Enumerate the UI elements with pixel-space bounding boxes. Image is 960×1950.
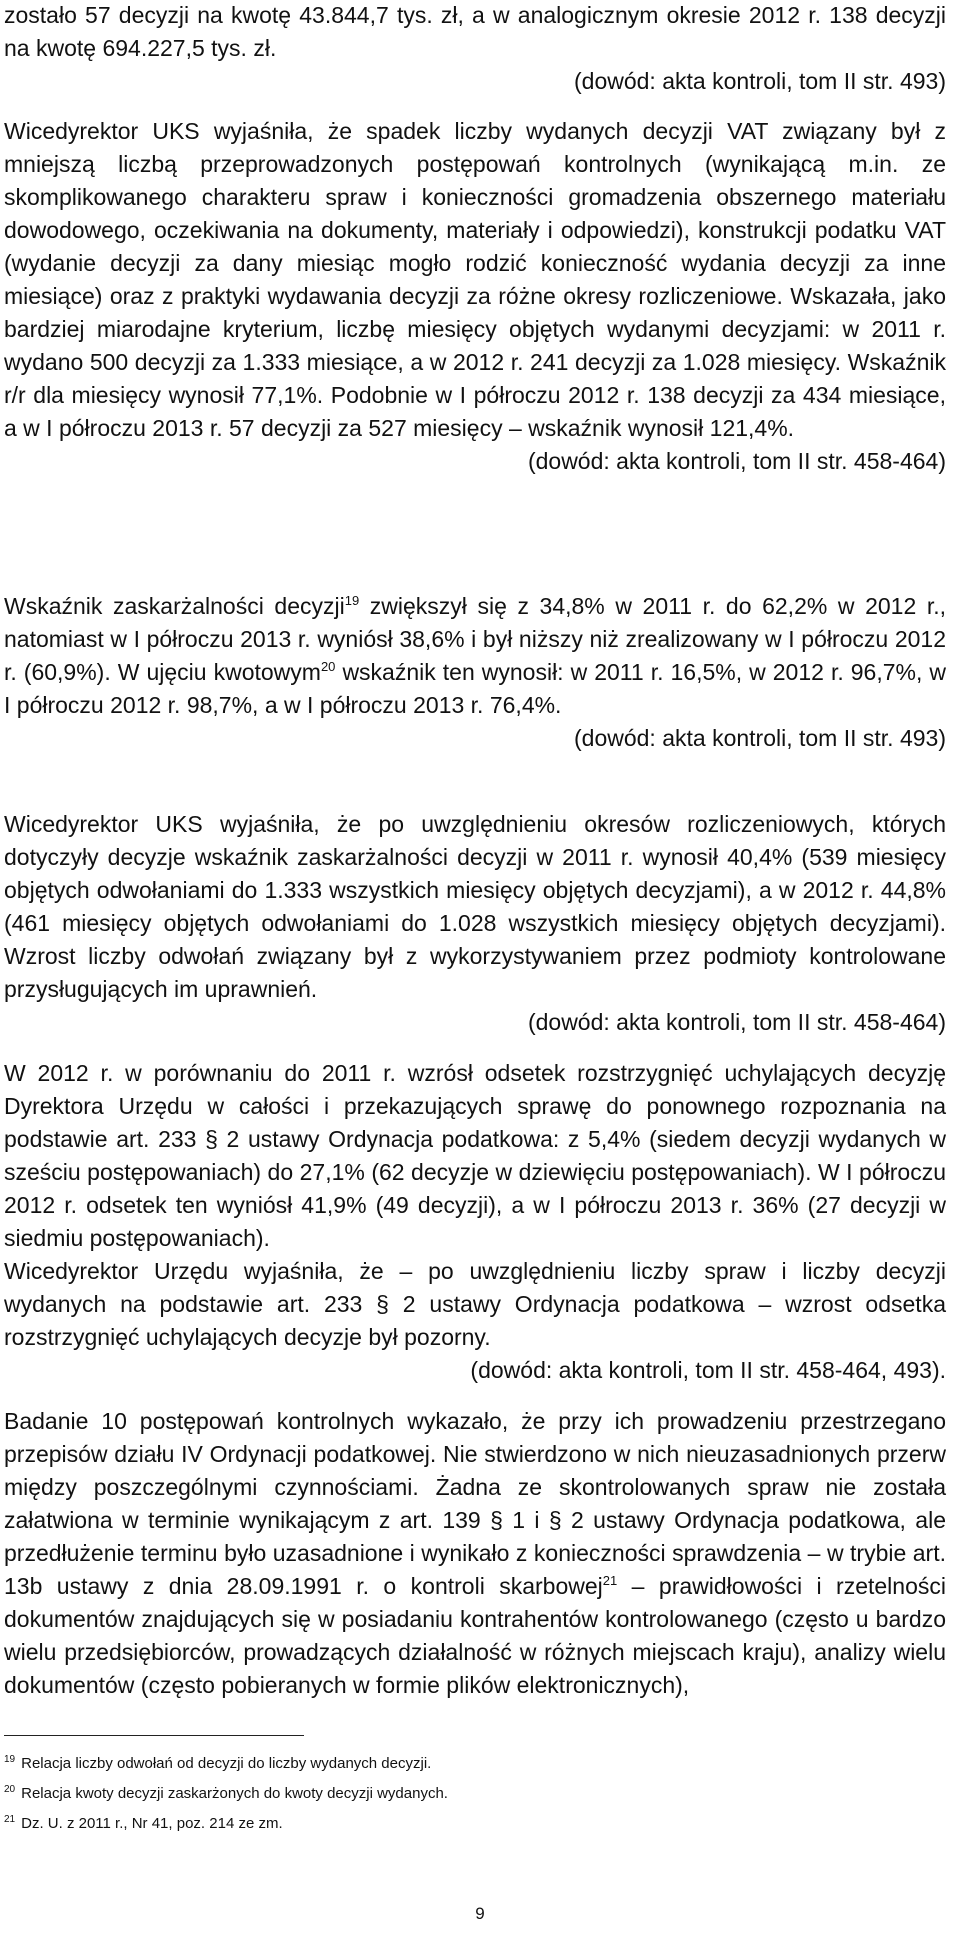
paragraph: Badanie 10 postępowań kontrolnych wykazało, że przy ich prowadzeniu przestrzegano przepisów działu IV Ordynacji podatkowej. Nie stwierdzono w nich nieuzasadnionych przerw między poszczególnymi czynnościami. Żadna ze skontrolowanych spraw nie została załatwiona w terminie wynikającym z art. 139 § 1 i § 2 ustawy Ordynacja podatkowa, ale przedłużenie terminu było uzasadnione i wynikało z konieczności sprawdzenia – w trybie art. 13b ustawy z dnia 28.09.1991 r. o kontroli skarbowej$^{21}$ – prawidłowości i rzetelności dokumentów znajdujących się w posiadaniu kontrahentów kontrolowanego (często u bardzo wielu przedsiębiorców, prowadzących działalność w różnych miejscach kraju), analizy wielu dokumentów (często pobieranych w formie plików elektronicznych), <box>4 1408 946 1698</box>
text-block-6 <box>4 1405 946 1702</box>
footnote-text: Dz. U. z 2011 r., Nr 41, poz. 214 ze zm. <box>21 1815 283 1832</box>
paragraph: Wicedyrektor Urzędu wyjaśniła, że – po uwzględnieniu liczby spraw i liczby decyzji wydanych na podstawie art. 233 § 2 ustawy Ordynacja podatkowa – wzrost odsetka rozstrzygnięć uchylających decyzje był pozorny. <box>4 1258 946 1350</box>
footnote-separator <box>4 1735 304 1736</box>
footnote-21 <box>4 1814 283 1834</box>
footnote-20 <box>4 1784 448 1804</box>
evidence-reference: (dowód: akta kontroli, tom II str. 493) <box>574 725 946 751</box>
text-block-5 <box>4 1057 946 1387</box>
footnote-text: Relacja liczby odwołań od decyzji do liczby wydanych decyzji. <box>21 1755 432 1772</box>
evidence-reference: (dowód: akta kontroli, tom II str. 458-464, 493). <box>470 1357 946 1383</box>
text-block-3 <box>4 590 946 755</box>
footnote-marker: 19 <box>344 593 360 608</box>
footnote-number: 19 <box>4 1754 16 1765</box>
paragraph: Wicedyrektor UKS wyjaśniła, że spadek liczby wydanych decyzji VAT związany był z mniejszą liczbą przeprowadzonych postępowań kontrolnych (wynikającą m.in. ze skomplikowanego charakteru spraw i konieczności gromadzenia obszernego materiału dowodowego, oczekiwania na dokumenty, materiały i odpowiedzi), konstrukcji podatku VAT (wydanie decyzji za dany miesiąc mogło rodzić konieczność wydania decyzji za inne miesiące) oraz z praktyki wydawania decyzji za różne okresy rozliczeniowe. Wskazała, jako bardziej miarodajne kryterium, liczbę miesięcy objętych wydanymi decyzjami: w 2011 r. wydano 500 decyzji za 1.333 miesiące, a w 2012 r. 241 decyzji za 1.028 miesięcy. Wskaźnik r/r dla miesięcy wynosił 77,1%. Podobnie w I półroczu 2012 r. 138 decyzji za 434 miesiące, a w I półroczu 2013 r. 57 decyzji za 527 miesięcy – wskaźnik wynosił 121,4%. <box>4 118 946 441</box>
footnote-marker: 20 <box>320 659 336 674</box>
page-number: 9 <box>475 1904 485 1923</box>
paragraph: zostało 57 decyzji na kwotę 43.844,7 tys. zł, a w analogicznym okresie 2012 r. 138 decyzji na kwotę 694.227,5 tys. zł. <box>4 2 946 61</box>
text-block-2 <box>4 115 946 478</box>
evidence-reference: (dowód: akta kontroli, tom II str. 458-464) <box>527 1009 946 1035</box>
text-block-4 <box>4 808 946 1039</box>
paragraph: W 2012 r. w porównaniu do 2011 r. wzrósł odsetek rozstrzygnięć uchylających decyzję Dyrektora Urzędu w całości i przekazujących sprawę do ponownego rozpoznania na podstawie art. 233 § 2 ustawy Ordynacja podatkowa: z 5,4% (siedem decyzji wydanych w sześciu postępowaniach) do 27,1% (62 decyzje w dziewięciu postępowaniach). W I półroczu 2012 r. odsetek ten wyniósł 41,9% (49 decyzji), a w I półroczu 2013 r. 36% (27 decyzji w siedmiu postępowaniach). <box>4 1060 946 1251</box>
footnote-marker: 21 <box>602 1573 618 1588</box>
footnote-19 <box>4 1754 431 1774</box>
paragraph: Wskaźnik zaskarżalności decyzji$^{19}$ zwiększył się z 34,8% w 2011 r. do 62,2% w 2012 r., natomiast w I półroczu 2013 r. wyniósł 38,6% i był niższy niż zrealizowany w I półroczu 2012 r. (60,9%). W ujęciu kwotowym$^{20}$ wskaźnik ten wynosił: w 2011 r. 16,5%, w 2012 r. 96,7%, w I półroczu 2012 r. 98,7%, a w I półroczu 2013 r. 76,4%. <box>4 593 947 718</box>
footnote-number: 21 <box>4 1814 16 1825</box>
evidence-reference: (dowód: akta kontroli, tom II str. 458-464) <box>527 448 946 474</box>
paragraph: Wicedyrektor UKS wyjaśniła, że po uwzględnieniu okresów rozliczeniowych, których dotyczyły decyzje wskaźnik zaskarżalności decyzji w 2011 r. wynosił 40,4% (539 miesięcy objętych odwołaniami do 1.333 wszystkich miesięcy objętych decyzjami), a w 2012 r. 44,8% (461 miesięcy objętych odwołaniami do 1.028 wszystkich miesięcy objętych decyzjami). Wzrost liczby odwołań związany był z wykorzystywaniem przez podmioty kontrolowane przysługujących im uprawnień. <box>4 811 946 1002</box>
text-block-1 <box>4 0 946 98</box>
footnote-text: Relacja kwoty decyzji zaskarżonych do kwoty decyzji wydanych. <box>21 1785 448 1802</box>
footnote-number: 20 <box>4 1784 16 1795</box>
evidence-reference: (dowód: akta kontroli, tom II str. 493) <box>574 68 946 94</box>
